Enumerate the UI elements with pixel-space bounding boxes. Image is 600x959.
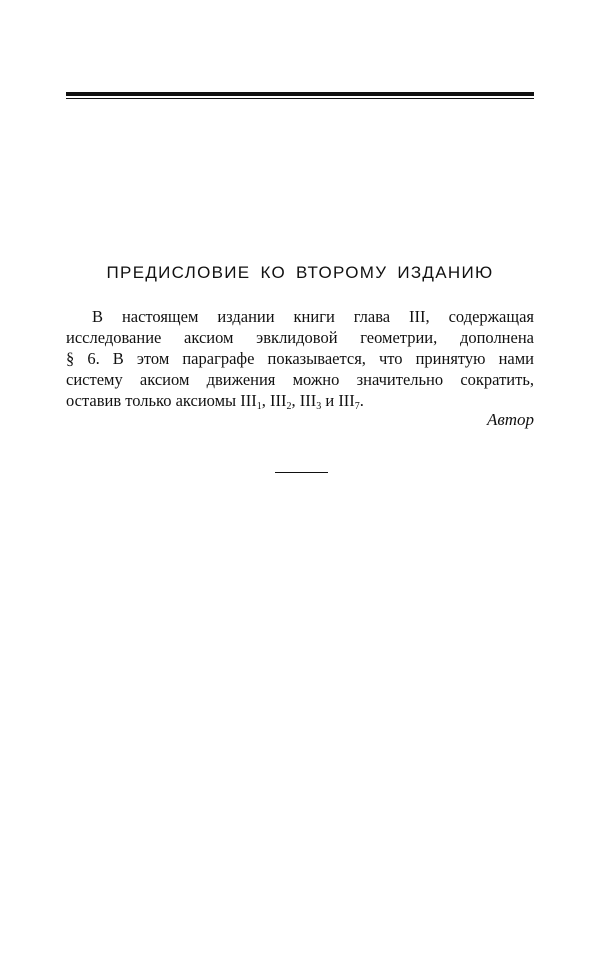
- axiom-ref: $III_2$: [270, 391, 292, 412]
- header-rule-thin: [66, 98, 534, 99]
- header-rule-thick: [66, 92, 534, 96]
- author-signature: Автор: [486, 410, 534, 429]
- axiom-ref: $III_7$: [338, 391, 360, 412]
- paragraph-line: исследование аксиом эвклидовой геометрии, дополнена: [66, 328, 534, 347]
- paragraph-line: оставив только аксиомы $III_1$, $III_2$, $III_3$ и $III_7$.: [66, 391, 364, 412]
- axiom-ref: $III_1$: [240, 391, 262, 412]
- page-heading: ПРЕДИСЛОВИЕ КО ВТОРОМУ ИЗДАНИЮ: [106, 263, 494, 282]
- paragraph-line: § 6. В этом параграфе показывается, что принятую нами: [66, 349, 534, 368]
- paragraph-line: В настоящем издании книги глава III, содержащая: [92, 307, 534, 326]
- conjunction-text: и: [325, 391, 335, 410]
- axiom-ref: $III_3$: [299, 391, 322, 412]
- preface-paragraph: [66, 306, 534, 411]
- paragraph-line: систему аксиом движения можно значительно сократить,: [66, 370, 534, 389]
- axioms-intro-text: оставив только аксиомы: [66, 391, 237, 410]
- section-end-rule: [275, 472, 328, 473]
